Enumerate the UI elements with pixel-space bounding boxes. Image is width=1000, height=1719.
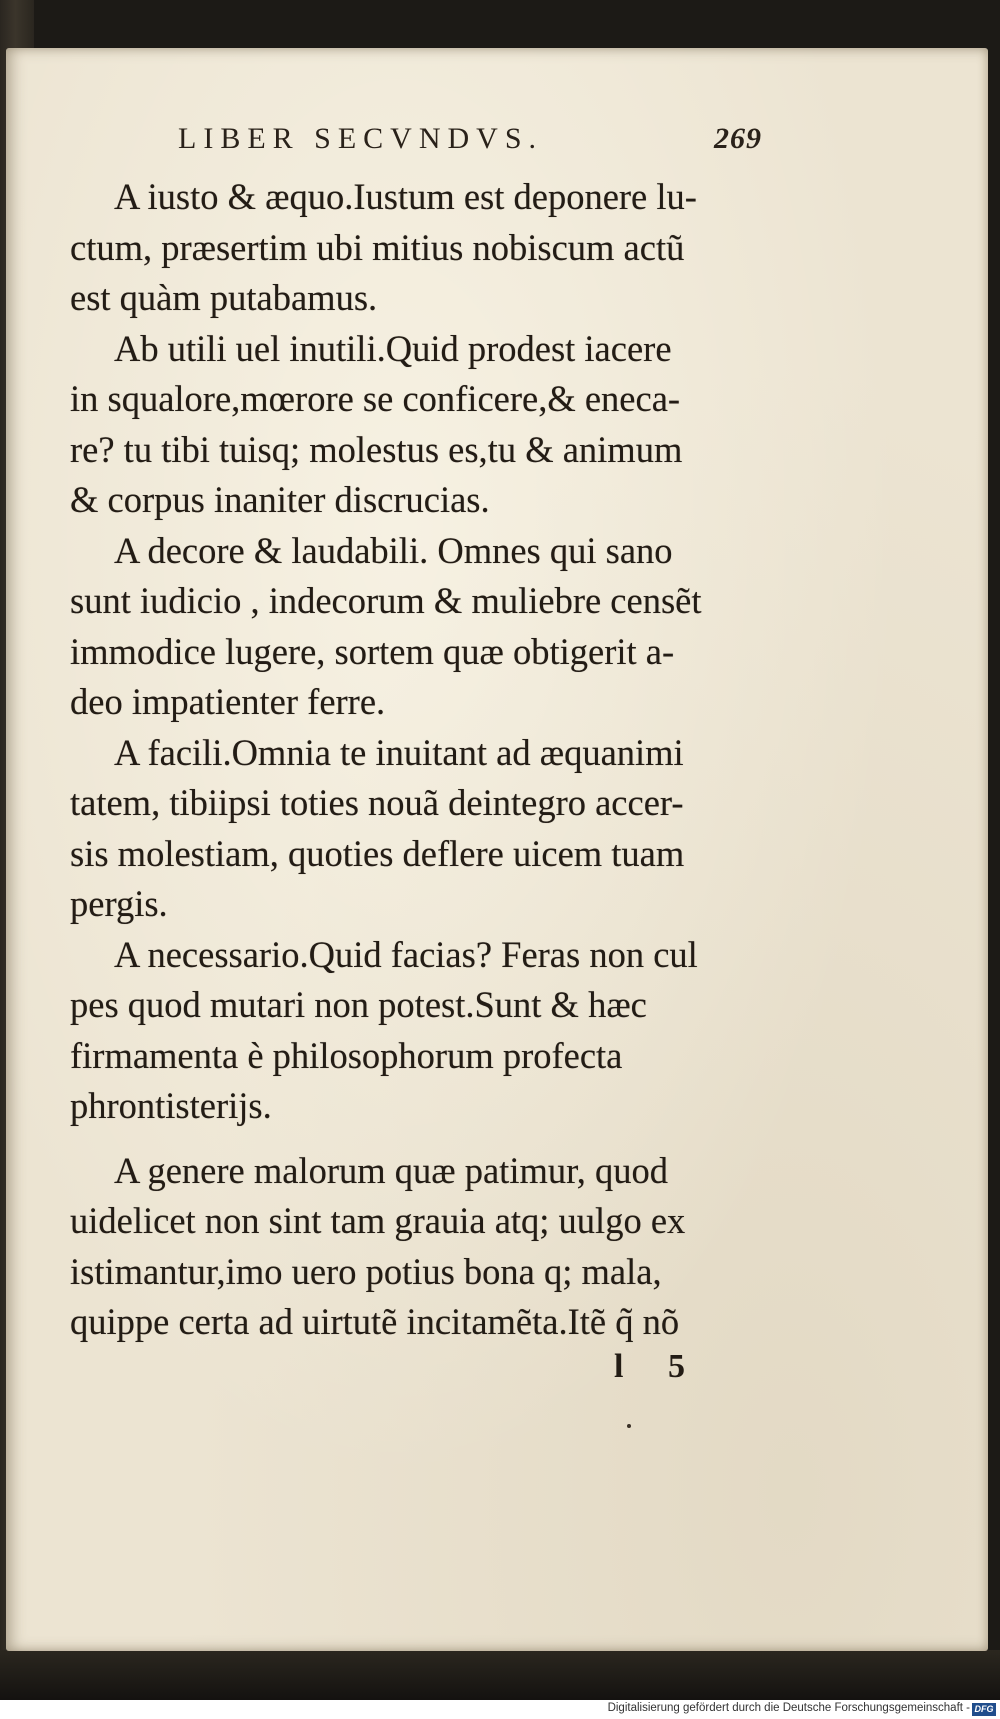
text-line: immodice lugere, sortem quæ obtigerit a- (70, 630, 675, 672)
text-line: in squalore,mœrore se conficere,& eneca- (70, 378, 681, 419)
text-line: A iusto & æquo.Iustum est deponere lu- (114, 176, 697, 217)
footer-bar (0, 1700, 1000, 1719)
text-line: re? tu tibi tuisq; molestus es,tu & animum (70, 428, 683, 470)
text-line: phrontisterijs. (70, 1085, 272, 1126)
running-head-title: LIBER SECVNDVS. (178, 122, 544, 155)
text-line: istimantur,imo uero potius bona q; mala, (70, 1250, 662, 1292)
text-line: A genere malorum quæ patimur, quod (114, 1149, 669, 1191)
text-line: est quàm putabamus. (70, 277, 378, 318)
text-line: deo impatienter ferre. (70, 681, 386, 722)
text-line: Ab utili uel inutili.Quid prodest iacere (114, 327, 672, 369)
dfg-logo-icon: DFG (972, 1703, 996, 1716)
text-line: sunt iudicio , indecorum & muliebre censẽt (70, 580, 702, 621)
text-line: pergis. (70, 883, 168, 924)
text-line: A necessario.Quid facias? Feras non cul (114, 933, 698, 975)
book-bottom-edge (0, 1650, 1000, 1700)
text-line: sis molestiam, quoties deflere uicem tuam (70, 832, 685, 874)
text-line: tatem, tibiipsi toties nouã deintegro accer- (70, 782, 684, 823)
running-head (178, 122, 798, 166)
signature-mark: l 5 (614, 1348, 703, 1385)
paper-speck (627, 1424, 631, 1428)
text-line: A decore & laudabili. Omnes qui sano (114, 529, 673, 571)
footer-credit: Digitalisierung gefördert durch die Deutsche Forschungsgemeinschaft - (607, 1702, 970, 1714)
text-line: & corpus inaniter discrucias. (70, 479, 490, 520)
text-line: uidelicet non sint tam grauia atq; uulgo ex (70, 1200, 686, 1241)
text-line: pes quod mutari non potest.Sunt & hæc (70, 984, 647, 1025)
paragraph-gap (70, 1132, 830, 1146)
text-line: firmamenta è philosophorum profecta (70, 1034, 623, 1076)
body-text (70, 172, 830, 1348)
text-line: A facili.Omnia te inuitant ad æquanimi (114, 731, 684, 773)
page-number: 269 (714, 122, 762, 155)
text-line: quippe certa ad uirtutẽ incitamẽta.Itẽ q̃ nõ (70, 1301, 680, 1342)
text-line: ctum, præsertim ubi mitius nobiscum actũ (70, 226, 685, 268)
